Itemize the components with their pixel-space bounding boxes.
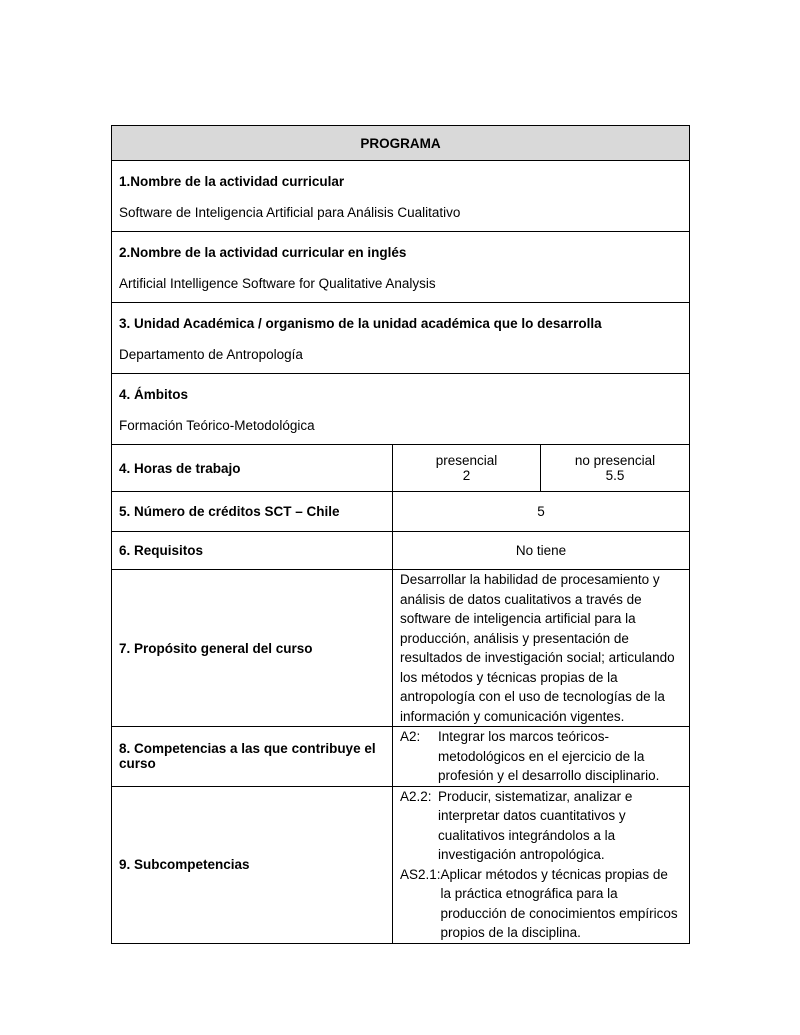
value-nombre: Software de Inteligencia Artificial para Análisis Cualitativo bbox=[119, 205, 461, 220]
row-proposito bbox=[112, 570, 690, 727]
row-ambitos bbox=[112, 374, 690, 445]
table-title: PROGRAMA bbox=[112, 126, 690, 161]
subcompetencia-code: A2.2: bbox=[400, 788, 432, 804]
row-subcompetencias bbox=[112, 786, 690, 943]
label-horas: 4. Horas de trabajo bbox=[112, 445, 393, 492]
value-nombre-ingles: Artificial Intelligence Software for Qualitative Analysis bbox=[119, 276, 436, 291]
label-nombre: 1.Nombre de la actividad curricular bbox=[119, 174, 345, 189]
title-row bbox=[112, 126, 690, 161]
program-table bbox=[111, 125, 690, 944]
label-nombre-ingles: 2.Nombre de la actividad curricular en inglés bbox=[119, 245, 407, 260]
competencia-text: Integrar los marcos teóricos-metodológicos en el ejercicio de la profesión y el desarrollo disciplinario. bbox=[438, 729, 660, 783]
label-ambitos: 4. Ámbitos bbox=[119, 387, 189, 402]
no-presencial-label: no presencial bbox=[574, 453, 656, 468]
value-requisitos: No tiene bbox=[393, 532, 690, 570]
value-creditos: 5 bbox=[393, 492, 690, 532]
no-presencial-value: 5.5 bbox=[605, 468, 625, 483]
subcompetencia-item bbox=[400, 787, 682, 865]
label-unidad: 3. Unidad Académica / organismo de la unidad académica que lo desarrolla bbox=[119, 316, 602, 331]
label-proposito: 7. Propósito general del curso bbox=[112, 570, 393, 727]
value-unidad: Departamento de Antropología bbox=[119, 347, 303, 362]
row-unidad bbox=[112, 303, 690, 374]
value-proposito: Desarrollar la habilidad de procesamiento y análisis de datos cualitativos a través de software de inteligencia artificial para la producción, análisis y presentación de resultados de investigación social; articulando los métodos y técnicas propias de la antropología con el uso de tecnologías de la información y comunicación vigentes. bbox=[393, 570, 690, 727]
presencial-value: 2 bbox=[462, 468, 471, 483]
row-nombre-ingles bbox=[112, 232, 690, 303]
row-nombre bbox=[112, 161, 690, 232]
label-creditos: 5. Número de créditos SCT – Chile bbox=[112, 492, 393, 532]
row-requisitos bbox=[112, 532, 690, 570]
competencia-code: A2: bbox=[400, 729, 421, 744]
row-competencias bbox=[112, 727, 690, 787]
label-requisitos: 6. Requisitos bbox=[112, 532, 393, 570]
competencia-item bbox=[400, 727, 682, 786]
row-creditos bbox=[112, 492, 690, 532]
subcompetencia-text: Aplicar métodos y técnicas propias de la práctica etnográfica para la producción de conocimientos empíricos propios de la disciplina. bbox=[440, 866, 678, 940]
value-ambitos: Formación Teórico-Metodológica bbox=[119, 418, 315, 433]
presencial-label: presencial bbox=[435, 453, 498, 468]
row-horas bbox=[112, 445, 690, 492]
subcompetencia-text: Producir, sistematizar, analizar e interpretar datos cuantitativos y cualitativos integrándolos a la investigación antropológica. bbox=[438, 788, 633, 862]
subcompetencia-item bbox=[400, 865, 682, 943]
subcompetencia-code: AS2.1: bbox=[400, 866, 441, 882]
label-subcompetencias: 9. Subcompetencias bbox=[112, 786, 393, 943]
label-competencias: 8. Competencias a las que contribuye el curso bbox=[112, 727, 393, 787]
